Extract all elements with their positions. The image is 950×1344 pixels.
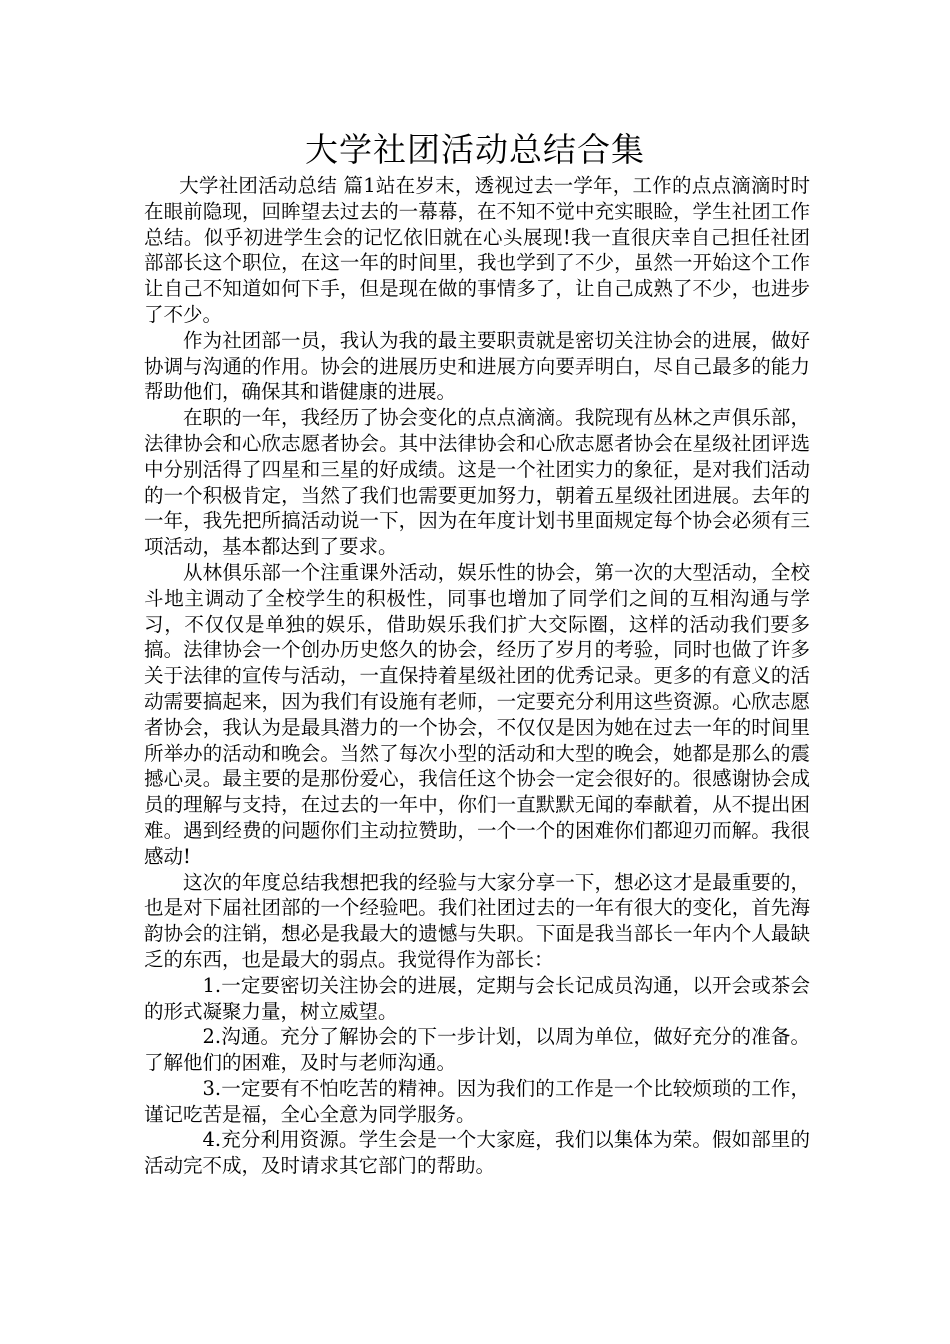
document-body	[144, 173, 810, 1179]
document-title: 大学社团活动总结合集	[305, 130, 645, 169]
list-item-3: 3.一定要有不怕吃苦的精神。因为我们的工作是一个比较烦琐的工作，谨记吃苦是福，全心全意为同学服务。	[144, 1076, 810, 1126]
list-item-1: 1.一定要密切关注协会的进展，定期与会长记成员沟通，以开会或茶会的形式凝聚力量，树立威望。	[144, 973, 810, 1023]
paragraph-experience: 这次的年度总结我想把我的经验与大家分享一下，想必这才是最重要的，也是对下届社团部的一个经验吧。我们社团过去的一年有很大的变化，首先海韵协会的注销，想必是我最大的遗憾与失职。下面是我当部长一年内个人最缺乏的东西，也是最大的弱点。我觉得作为部长：	[144, 870, 810, 971]
list-item-2: 2.沟通。充分了解协会的下一步计划，以周为单位，做好充分的准备。了解他们的困难，及时与老师沟通。	[144, 1025, 810, 1075]
paragraph-intro: 大学社团活动总结 篇1站在岁末，透视过去一学年，工作的点点滴滴时时在眼前隐现，回眸望去过去的一幕幕，在不知不觉中充实眼睑，学生社团工作总结。似乎初进学生会的记忆依旧就在心头展现!我一直很庆幸自己担任社团部部长这个职位，在这一年的时间里，我也学到了不少，虽然一开始这个工作让自己不知道如何下手，但是现在做的事情多了，让自己成熟了不少，也进步了不少。	[144, 174, 810, 326]
list-item-4: 4.充分利用资源。学生会是一个大家庭，我们以集体为荣。假如部里的活动完不成，及时请求其它部门的帮助。	[144, 1128, 810, 1178]
paragraph-duties: 作为社团部一员，我认为我的最主要职责就是密切关注协会的进展，做好协调与沟通的作用。协会的进展历史和进展方向要弄明白，尽自己最多的能力帮助他们，确保其和谐健康的进展。	[144, 328, 810, 404]
paragraph-year-review: 在职的一年，我经历了协会变化的点点滴滴。我院现有丛林之声俱乐部，法律协会和心欣志愿者协会。其中法律协会和心欣志愿者协会在星级社团评选中分别活得了四星和三星的好成绩。这是一个社团实力的象征，是对我们活动的一个积极肯定，当然了我们也需要更加努力，朝着五星级社团进展。去年的一年，我先把所搞活动说一下，因为在年度计划书里面规定每个协会必须有三项活动，基本都达到了要求。	[144, 406, 810, 559]
paragraph-associations: 从林俱乐部一个注重课外活动，娱乐性的协会，第一次的大型活动，全校斗地主调动了全校学生的积极性，同事也增加了同学们之间的互相沟通与学习，不仅仅是单独的娱乐，借助娱乐我们扩大交际圈，这样的活动我们要多搞。法律协会一个创办历史悠久的协会，经历了岁月的考验，同时也做了许多关于法律的宣传与活动，一直保持着星级社团的优秀记录。更多的有意义的活动需要搞起来，因为我们有设施有老师，一定要充分利用这些资源。心欣志愿者协会，我认为是最具潜力的一个协会，不仅仅是因为她在过去一年的时间里所举办的活动和晚会。当然了每次小型的活动和大型的晚会，她都是那么的震撼心灵。最主要的是那份爱心，我信任这个协会一定会很好的。很感谢协会成员的理解与支持，在过去的一年中，你们一直默默无闻的奉献着，从不提出困难。遇到经费的问题你们主动拉赞助，一个一个的困难你们都迎刃而解。我很感动!	[144, 560, 810, 868]
